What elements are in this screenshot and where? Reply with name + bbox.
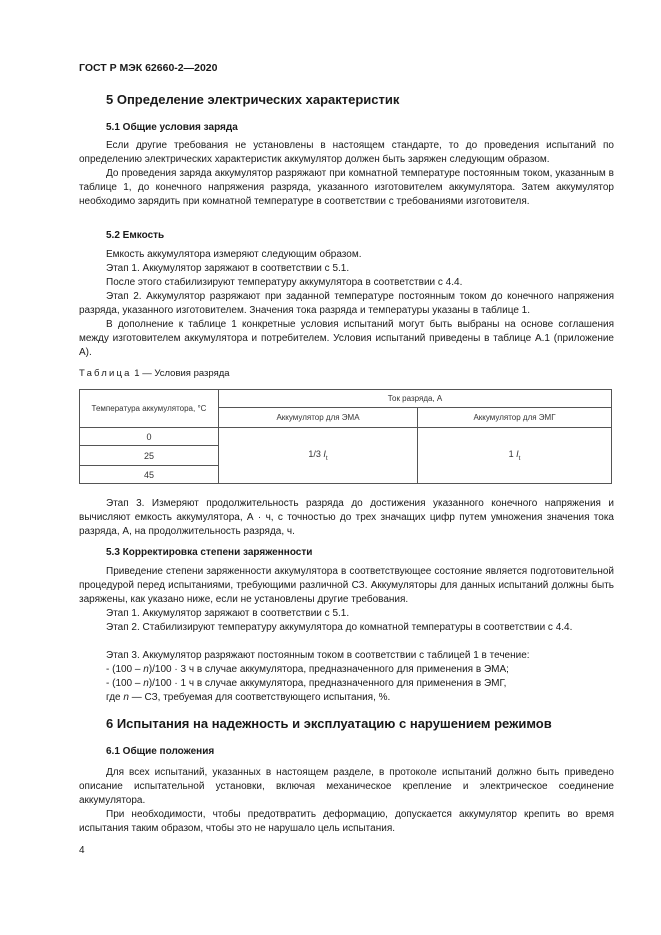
list-item-var: n: [143, 678, 149, 689]
subsection-5-3-title: 5.3 Корректировка степени заряженности: [106, 547, 313, 558]
subsection-5-2-title: 5.2 Емкость: [106, 230, 165, 241]
ema-current-value: 1/3: [308, 449, 324, 460]
table-1-caption: [79, 368, 230, 379]
emg-current-sub: t: [518, 454, 521, 462]
header-temperature: Температура аккумулятора, °С: [80, 390, 219, 428]
emg-current-cell: [418, 428, 612, 484]
ema-current-cell: [219, 428, 418, 484]
list-item-prefix: - (100 –: [106, 678, 144, 689]
ema-current-symbol: I: [323, 449, 326, 460]
list-item-prefix: - (100 –: [106, 664, 144, 675]
paragraph-5-2-1: Емкость аккумулятора измеряют следующим образом.: [106, 249, 362, 260]
paragraph-6-1-1: Для всех испытаний, указанных в настоящем разделе, в протоколе испытаний должно быть приведено описание испытательной установки, включая механическое крепление и электрическое соединение аккумулятора.: [79, 767, 614, 806]
header-ema: Аккумулятор для ЭМА: [219, 408, 418, 428]
paragraph-5-2-5: В дополнение к таблице 1 конкретные условия испытаний могут быть выбраны на основе соглашения между изготовителем аккумулятора и потребителем. Условия испытаний приведены в таблице А.1 (приложение А).: [79, 319, 614, 358]
definition-text: — СЗ, требуемая для соответствующего испытания, %.: [128, 692, 391, 703]
list-item-var: n: [143, 664, 149, 675]
subsection-6-1-title: 6.1 Общие положения: [106, 746, 215, 757]
emg-current-symbol: I: [516, 449, 519, 460]
temp-cell: 0: [80, 428, 219, 446]
paragraph-5-1-1: Если другие требования не установлены в настоящем стандарте, то до проведения испытаний по определению электрических характеристик аккумулятор должен быть заряжен следующим образом.: [79, 140, 614, 165]
paragraph-5-2-3: После этого стабилизируют температуру аккумулятора в соответствии с 4.4.: [106, 277, 463, 288]
paragraph-5-2-2: Этап 1. Аккумулятор заряжают в соответствии с 5.1.: [106, 263, 350, 274]
temp-cell: 25: [80, 446, 219, 466]
paragraph-5-1-2: До проведения заряда аккумулятор разряжают при комнатной температуре постоянным током, указанным в таблице 1, до конечного напряжения разряда, указанного изготовителем аккумулятора. Затем аккумулятор необходимо зарядить при комнатной температуре в соответствии с требованиями изготовителя.: [79, 168, 614, 207]
subsection-5-1-title: 5.1 Общие условия заряда: [106, 122, 238, 133]
list-item: [106, 677, 506, 691]
paragraph-5-2-6: Этап 3. Измеряют продолжительность разряда до достижения указанного конечного напряжения и вычисляют емкость аккумулятора, А · ч, с точностью до трех значащих цифр путем умножения значения тока разряда, А, на продолжительность разряда, ч.: [79, 498, 614, 537]
definition-prefix: где: [106, 692, 124, 703]
variable-definition: [106, 691, 390, 705]
list-item-text: )/100 · 3 ч в случае аккумулятора, предназначенного для применения в ЭМА;: [148, 664, 509, 675]
paragraph-5-3-4: Этап 3. Аккумулятор разряжают постоянным током в соответствии с таблицей 1 в течение:: [106, 650, 530, 661]
list-item-text: )/100 · 1 ч в случае аккумулятора, предназначенного для применения в ЭМГ,: [148, 678, 507, 689]
definition-var: n: [123, 692, 129, 703]
paragraph-5-3-3: Этап 2. Стабилизируют температуру аккумулятора до комнатной температуры в соответствии с 4.4.: [106, 622, 573, 633]
header-emg: Аккумулятор для ЭМГ: [418, 408, 612, 428]
page-number: 4: [79, 845, 85, 856]
ema-current-sub: t: [325, 454, 328, 462]
table-1: [79, 389, 612, 484]
paragraph-6-1-2: При необходимости, чтобы предотвратить деформацию, допускается аккумулятор крепить во время испытания таким образом, чтобы это не нарушало цель испытания.: [79, 809, 614, 834]
temp-cell: 45: [80, 466, 219, 484]
section-6-title: 6 Испытания на надежность и эксплуатацию с нарушением режимов: [106, 716, 552, 731]
emg-current-value: 1: [508, 449, 517, 460]
table-1-caption-label: Таблица: [79, 368, 132, 379]
table-1-caption-text: 1 — Условия разряда: [131, 368, 230, 379]
header-discharge-current: Ток разряда, А: [219, 390, 612, 408]
document-header: ГОСТ Р МЭК 62660-2—2020: [79, 62, 218, 74]
section-5-title: 5 Определение электрических характеристик: [106, 92, 400, 107]
paragraph-5-2-4: Этап 2. Аккумулятор разряжают при заданной температуре постоянным током до конечного напряжения разряда, указанного изготовителем. Значения тока разряда и температуры указаны в таблице 1.: [79, 291, 614, 316]
list-item: [106, 663, 509, 677]
paragraph-5-3-2: Этап 1. Аккумулятор заряжают в соответствии с 5.1.: [106, 608, 350, 619]
paragraph-5-3-1: Приведение степени заряженности аккумулятора в соответствующее состояние является подготовительной процедурой перед испытаниями, требующими различной СЗ. Аккумуляторы для данных испытаний должны быть заряжены, как указано ниже, если не установлены другие требования.: [79, 566, 614, 605]
